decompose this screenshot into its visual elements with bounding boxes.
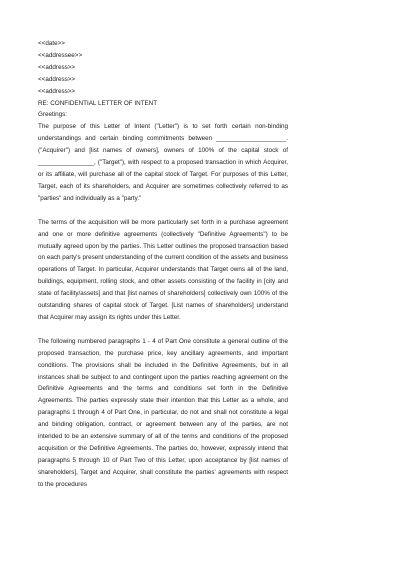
- address-placeholder-3: <<address>>: [38, 87, 76, 95]
- paragraph-purpose: The purpose of this Letter of Intent ("Letter") is to set forth certain non-binding understandings and certain binding commitments between ____________________. ("Acquirer") and [list names of owners], owners of 100% of the capital stock of ________________, ("Target"), with respect to a proposed transaction in which Acquirer, or its affiliate, will purchase all of the capital stock of Target. For purposes of this Letter, Target, each of its shareholders, and Acquirer are sometimes collectively referred to as "parties" and individually as a "party.": [38, 123, 288, 202]
- address-placeholder-2: <<address>>: [38, 75, 76, 83]
- address-placeholder-1: <<address>>: [38, 63, 76, 71]
- subject-line: RE: CONFIDENTIAL LETTER OF INTENT: [38, 99, 158, 107]
- paragraph-terms: The terms of the acquisition will be more particularly set forth in a purchase agreement and one or more definitive agreements (collectively "Definitive Agreements") to be mutually agreed upon by the parties. This Letter outlines the proposed transaction based on each party's present understanding of the current condition of the assets and business operations of Target. In particular, Acquirer understands that Target owns all of the land, buildings, equipment, rolling stock, and other assets consisting of the facility in [city and state of facility/assets] and that [list names of shareholders] collectively own 100% of the outstanding shares of capital stock of Target. [List names of shareholders] understand that Acquirer may assign its rights under this Letter.: [38, 218, 288, 321]
- paragraph-outline: The following numbered paragraphs 1 - 4 of Part One constitute a general outline of the proposed transaction, the purchase price, key ancillary agreements, and important conditions. The provisions shall be included in the Definitive Agreements, but in all instances shall be subject to and contingent upon the parties reaching agreement on the Definitive Agreements and the terms and conditions set forth in the Definitive Agreements. The parties expressly state their intention that this Letter as a whole, and paragraphs 1 through 4 of Part One, in particular, do not and shall not constitute a legal and binding obligation, contract, or agreement between any of the parties, are not intended to be an extensive summary of all of the terms and conditions of the proposed acquisition or the Definitive Agreements. The parties do, however, expressly intend that paragraphs 5 through 10 of Part Two of this Letter, upon acceptance by [list names of shareholders], Target and Acquirer, shall constitute the parties' agreements with respect to the procedures: [38, 337, 288, 488]
- address-block: [38, 38, 288, 98]
- addressee-placeholder: <<addressee>>: [38, 51, 83, 59]
- date-placeholder: <<date>>: [38, 40, 65, 47]
- greeting: Greetings:: [38, 111, 68, 119]
